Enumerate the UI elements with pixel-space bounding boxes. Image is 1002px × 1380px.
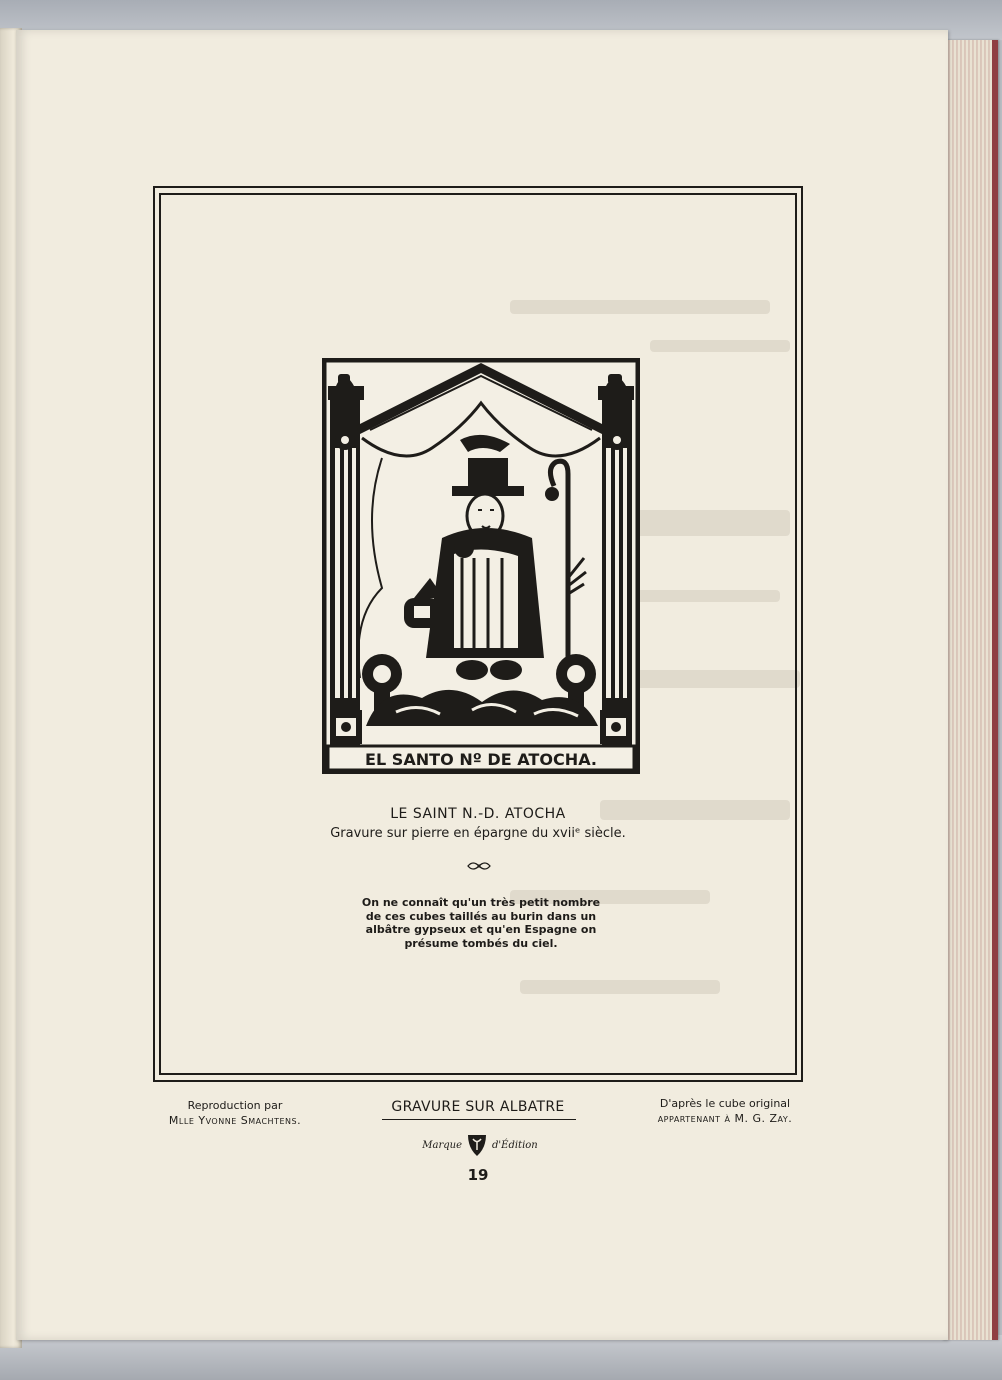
credit-reproduction-line1: Reproduction par bbox=[187, 1099, 283, 1112]
credit-original-line1: D'après le cube original bbox=[659, 1097, 791, 1110]
caption-title: LE SAINT N.-D. ATOCHA bbox=[390, 806, 566, 822]
plate-title-rule bbox=[382, 1119, 576, 1120]
credit-reproduction bbox=[140, 1098, 330, 1128]
fleuron-ornament-icon bbox=[466, 859, 492, 873]
woodcut-inscription: EL SANTO Nº DE ATOCHA. bbox=[365, 750, 597, 769]
page-stack-edge bbox=[942, 40, 998, 1340]
credit-reproduction-line2: Mlle Yvonne Smachtens. bbox=[168, 1114, 302, 1127]
publisher-mark bbox=[380, 1130, 580, 1160]
credit-original bbox=[630, 1096, 820, 1126]
book-cover-bottom bbox=[0, 1335, 1002, 1380]
publisher-emblem-icon bbox=[466, 1132, 488, 1158]
woodcut-print-illustration bbox=[322, 358, 640, 774]
plate-title: GRAVURE SUR ALBATRE bbox=[391, 1099, 565, 1115]
marque-label: Marque bbox=[422, 1139, 462, 1151]
edition-label: d'Édition bbox=[492, 1139, 538, 1151]
credit-original-line2: appartenant à M. G. Zay. bbox=[657, 1112, 793, 1125]
page-number: 19 bbox=[467, 1166, 489, 1184]
note-paragraph: On ne connaît qu'un très petit nombre de ces cubes taillés au burin dans un albâtre gypseux et qu'en Espagne on présume tombés du ciel. bbox=[361, 896, 601, 950]
caption-subtitle: Gravure sur pierre en épargne du xviiᵉ siècle. bbox=[330, 826, 626, 841]
